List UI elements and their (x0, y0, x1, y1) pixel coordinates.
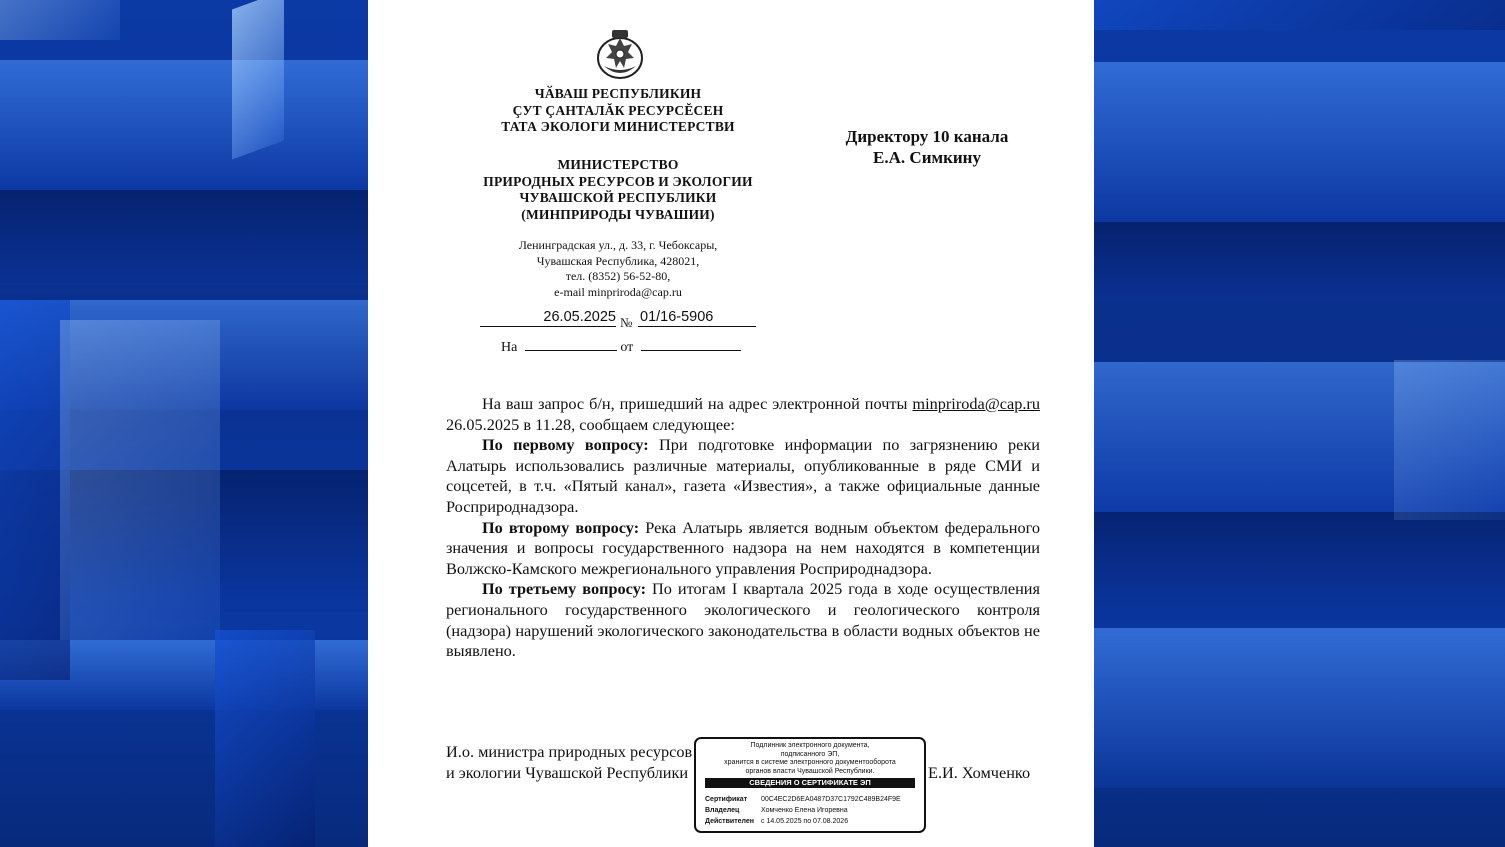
background-band (0, 60, 368, 190)
background-band (1094, 62, 1505, 222)
intro-paragraph (446, 394, 1040, 435)
stamp-owner-row (705, 807, 848, 814)
stamp-value: 00C4EC2D6EA0487D37C1792C489B24F9E (761, 796, 901, 803)
background-shard (0, 0, 120, 40)
email-link[interactable]: minpriroda@cap.ru (912, 394, 1040, 413)
letterhead-line: ТАТА ЭКОЛОГИ МИНИСТЕРСТВИ (501, 119, 735, 134)
blank-field (525, 338, 617, 351)
stamp-title-bar: СВЕДЕНИЯ О СЕРТИФИКАТЕ ЭП (705, 778, 915, 788)
answer-text: По итогам I квартала 2025 года в ходе осуществления регионального государственного экологического и геологического контроля (надзора) нарушений экологического законодательства в области водных объектов не выявлено. (446, 579, 1040, 661)
position-line: И.о. министра природных ресурсов (446, 742, 693, 761)
background-band (1094, 628, 1505, 788)
stamp-validity-row (705, 818, 848, 825)
letterhead-line: ЧУВАШСКОЙ РЕСПУБЛИКИ (519, 190, 717, 205)
position-line: и экологии Чувашской Республики (446, 762, 689, 782)
signatory-position (446, 742, 692, 783)
registration-number: 01/16-5906 (638, 309, 756, 327)
background-shard (60, 320, 220, 640)
address-line: Чувашская Республика, 428021, (536, 253, 700, 268)
background-shard (1094, 0, 1505, 30)
stamp-value: с 14.05.2025 по 07.08.2026 (761, 818, 849, 825)
background-band (0, 190, 368, 285)
intro-text: На ваш запрос б/н, пришедший на адрес электронной почты (482, 394, 913, 413)
ministry-name-russian (464, 157, 772, 223)
registration-date: 26.05.2025 (480, 309, 616, 327)
answer-text: При подготовке информации по загрязнению реки Алатырь использовались различные материалы, опубликованные в ряде СМИ и соцсетей, в т.ч. «Пятый канал», газета «Известия», а также официальные данные Росприроднадзора. (446, 435, 1040, 516)
signatory-name: Е.И. Хомченко (928, 763, 1031, 782)
registration-line (480, 307, 754, 331)
stamp-certificate-row (705, 796, 901, 803)
background-band (1094, 222, 1505, 302)
number-sign: № (620, 315, 633, 330)
stamp-header-line: хранится в системе электронного документооборота (724, 759, 896, 767)
letter-body (446, 394, 1040, 662)
address-line: тел. (8352) 56-52-80, (565, 269, 671, 283)
answer-paragraph-3 (446, 579, 1040, 661)
coat-of-arms-icon (594, 28, 646, 82)
letterhead-line: ЧӐВАШ РЕСПУБЛИКИН (534, 86, 702, 101)
address-line: Ленинградская ул., д. 33, г. Чебоксары, (518, 238, 718, 252)
na-label: На (501, 340, 518, 355)
background-shard (1394, 360, 1505, 520)
ot-label: от (620, 340, 634, 355)
ministry-name-chuvash (464, 86, 772, 136)
question-label: По первому вопросу: (482, 435, 649, 455)
letterhead-line: ÇУТ ÇАНТАЛĂК РЕСУРСĔСЕН (512, 102, 724, 118)
letterhead-line: (МИНПРИРОДЫ ЧУВАШИИ) (521, 206, 715, 222)
background-right-panel (1094, 0, 1505, 847)
ministry-address (484, 238, 752, 300)
document-page (368, 0, 1094, 847)
stamp-header (696, 742, 924, 776)
blank-field (641, 338, 741, 351)
stamp-label: Сертификат (705, 796, 748, 803)
stamp-label: Владелец (705, 807, 740, 814)
stamp-header-line: подписанного ЭП, (780, 750, 840, 758)
answer-paragraph-1 (446, 435, 1040, 517)
question-label: По второму вопросу: (482, 517, 640, 537)
answer-paragraph-2 (446, 518, 1040, 580)
stamp-header-line: Подлинник электронного документа, (750, 742, 870, 749)
stamp-value: Хомченко Елена Игоревна (761, 807, 848, 814)
reference-line (501, 338, 741, 356)
background-shard (215, 630, 315, 847)
intro-text: 26.05.2025 в 11.28, сообщаем следующее: (446, 414, 735, 434)
stamp-header-line: органов власти Чувашской Республики. (745, 767, 875, 775)
background-left-panel (0, 0, 368, 847)
address-line: e-mail minpriroda@cap.ru (554, 284, 682, 299)
recipient-line: Е.А. Симкину (873, 148, 981, 167)
background-band (1094, 512, 1505, 632)
answer-text: Река Алатырь является водным объектом федерального значения и вопросы государственного надзора на нем находятся в компетенции Волжско-Камского межрегионального управления Росприроднадзора. (446, 517, 1040, 578)
recipient-line: Директору 10 канала (845, 127, 1009, 146)
stamp-label: Действителен (705, 818, 754, 825)
letterhead-line: МИНИСТЕРСТВО (557, 157, 679, 172)
background-shard (232, 0, 284, 159)
electronic-signature-stamp (694, 737, 926, 833)
letterhead-line: ПРИРОДНЫХ РЕСУРСОВ И ЭКОЛОГИИ (483, 173, 753, 189)
recipient-block (828, 126, 1026, 168)
question-label: По третьему вопросу: (482, 579, 647, 599)
